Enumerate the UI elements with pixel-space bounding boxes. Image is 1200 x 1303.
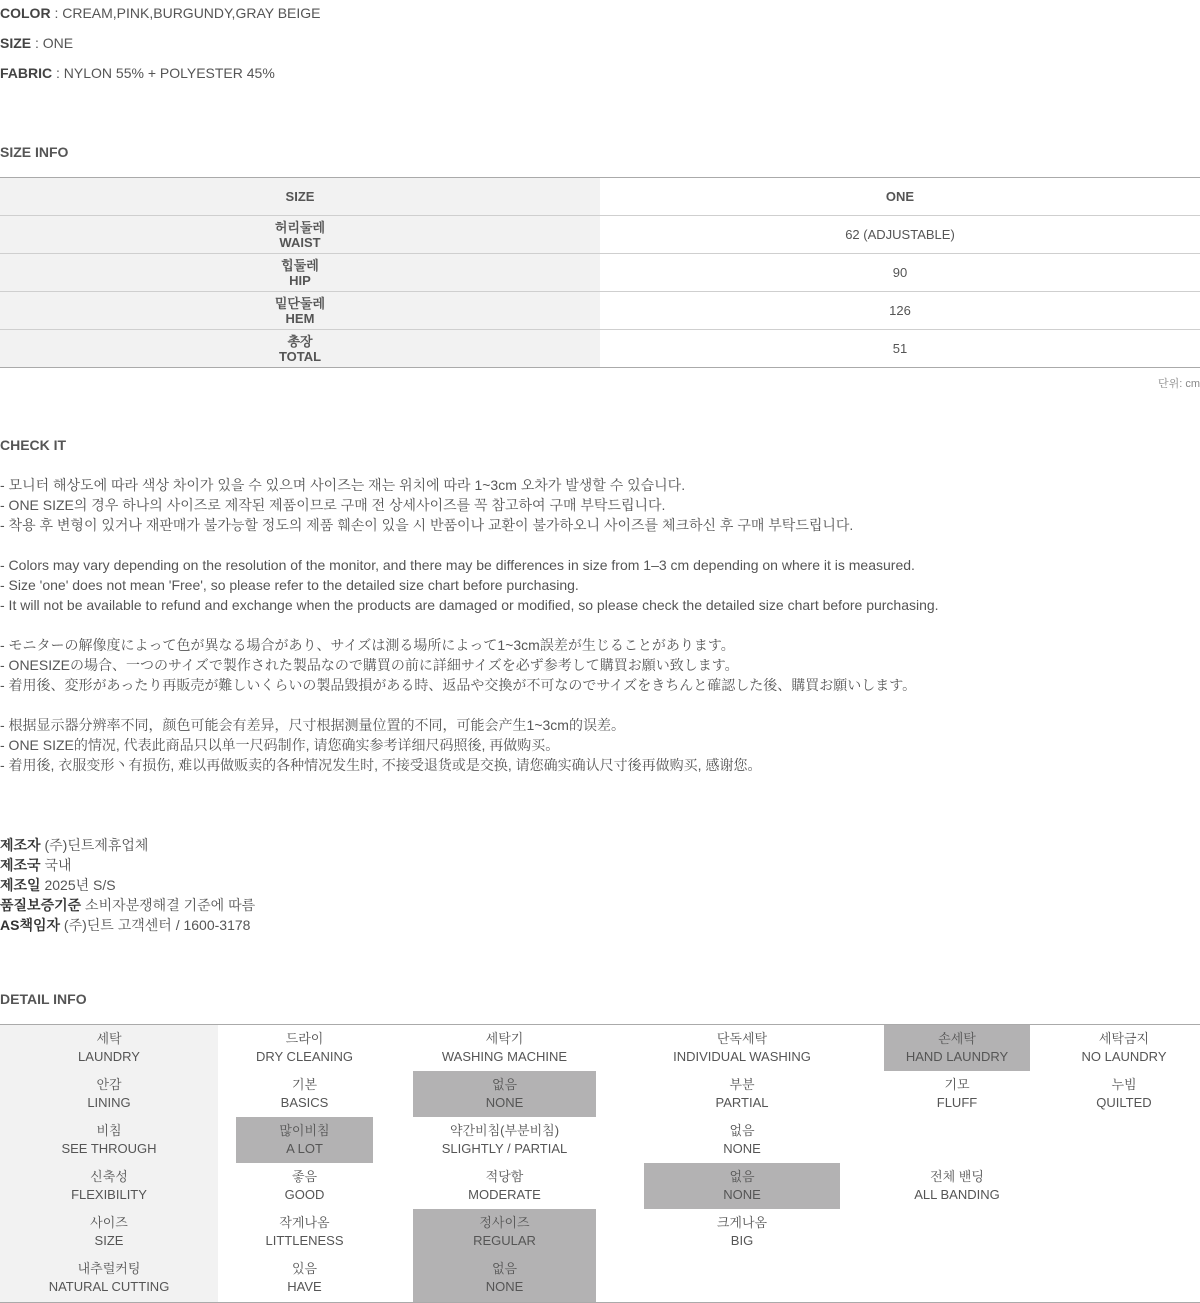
label-en: FLEXIBILITY [71, 1187, 147, 1202]
maker-row [0, 895, 255, 915]
detail-row-label [0, 1163, 218, 1209]
option-en: SLIGHTLY / PARTIAL [441, 1141, 568, 1156]
detail-option-selected [413, 1071, 596, 1117]
detail-option [1048, 1071, 1200, 1117]
size-row-ko: 허리둘레 [274, 219, 326, 235]
maker-value: 국내 [40, 857, 72, 873]
size-row-hip [0, 254, 1200, 292]
option-ko: 있음 [291, 1261, 318, 1276]
detail-option [413, 1163, 596, 1209]
option-en: NONE [723, 1141, 761, 1156]
note-line: - 着用後, 衣服变形丶有损伤, 难以再做贩卖的各种情况发生时, 不接受退货或是交换, 请您确实确认尺寸後再做购买, 感谢您。 [0, 757, 762, 773]
option-ko: 단독세탁 [716, 1031, 768, 1046]
label-ko: 세탁 [96, 1031, 122, 1046]
detail-option [236, 1163, 373, 1209]
option-en: ALL BANDING [914, 1187, 1000, 1202]
note-line: - 着用後、変形があったり再販売が難しいくらいの製品毀損がある時、返品や交換が不可なのでサイズをきちんと確認した後、購買お願いします。 [0, 677, 917, 693]
fabric-label: FABRIC [0, 65, 53, 81]
detail-info-table [0, 1024, 1200, 1303]
option-ko: 기모 [944, 1077, 970, 1092]
note-line: - ONE SIZE的情况, 代表此商品只以单一尺码制作, 请您确实参考详细尺码照後, 再做购买。 [0, 737, 560, 753]
detail-option [884, 1071, 1030, 1117]
size-row-en: HIP [289, 272, 311, 288]
note-line: - Size 'one' does not mean 'Free', so please refer to the detailed size chart before purchasing. [0, 577, 579, 593]
size-row-label [0, 254, 600, 292]
color-label: COLOR [0, 5, 51, 21]
size-row-label [0, 292, 600, 330]
size-row-ko: 힙둘레 [281, 257, 319, 273]
option-ko: 세탁금지 [1098, 1031, 1150, 1046]
size-row-en: HEM [285, 310, 315, 326]
option-en: A LOT [286, 1141, 323, 1156]
option-en: NO LAUNDRY [1081, 1049, 1167, 1064]
size-header-label: SIZE [0, 178, 600, 216]
option-ko: 없음 [491, 1077, 518, 1092]
maker-value: 소비자분쟁해결 기준에 따름 [81, 897, 256, 913]
option-ko: 기본 [291, 1077, 318, 1092]
option-en: INDIVIDUAL WASHING [673, 1049, 811, 1064]
maker-label: 제조국 [0, 857, 41, 873]
option-en: NONE [723, 1187, 761, 1202]
maker-row [0, 875, 255, 895]
size-table [0, 177, 1200, 368]
color-info [0, 5, 321, 21]
note-line: - 모니터 해상도에 따라 색상 차이가 있을 수 있으며 사이즈는 재는 위치에 따라 1~3cm 오차가 발생할 수 있습니다. [0, 477, 686, 493]
option-ko: 손세탁 [938, 1031, 976, 1046]
option-en: HAND LAUNDRY [905, 1049, 1009, 1064]
detail-option [236, 1209, 373, 1255]
size-row-en: WAIST [279, 234, 321, 250]
option-ko: 전체 밴딩 [930, 1169, 984, 1184]
size-header-value: ONE [600, 178, 1200, 216]
size-row-label [0, 216, 600, 254]
detail-option [413, 1117, 596, 1163]
detail-row-laundry [0, 1025, 1200, 1071]
maker-row [0, 855, 255, 875]
detail-option-selected [644, 1163, 840, 1209]
detail-option [236, 1071, 373, 1117]
size-label: SIZE [0, 35, 32, 51]
detail-row-see-through [0, 1117, 1200, 1163]
option-ko: 약간비침(부분비침) [449, 1123, 560, 1138]
detail-row-lining [0, 1071, 1200, 1117]
note-line: - ONE SIZE의 경우 하나의 사이즈로 제작된 제품이므로 구매 전 상세사이즈를 꼭 참고하여 구매 부탁드립니다. [0, 497, 666, 513]
size-row-ko: 총장 [287, 333, 313, 349]
option-ko: 정사이즈 [479, 1215, 530, 1230]
option-ko: 없음 [729, 1123, 755, 1138]
maker-value: (주)딘트제휴업체 [40, 837, 149, 853]
detail-option [884, 1163, 1030, 1209]
detail-option-selected [884, 1025, 1030, 1071]
detail-row-label [0, 1255, 218, 1302]
maker-label: 제조자 [0, 837, 41, 853]
maker-value: (주)딘트 고객센터 / 1600-3178 [60, 917, 251, 933]
size-row-en: TOTAL [278, 348, 322, 364]
option-ko: 누빔 [1111, 1077, 1137, 1092]
size-row-hem [0, 292, 1200, 330]
detail-row-label [0, 1025, 218, 1071]
label-ko: 비침 [96, 1123, 122, 1138]
option-en: GOOD [284, 1187, 325, 1202]
detail-row-size [0, 1209, 1200, 1255]
label-en: LAUNDRY [78, 1049, 140, 1064]
note-line: - ONESIZEの場合、一つのサイズで製作された製品なので購買の前に詳細サイズを必ず参考して購買お願い致します。 [0, 657, 739, 673]
option-en: QUILTED [1096, 1095, 1152, 1110]
option-en: WASHING MACHINE [441, 1049, 568, 1064]
label-ko: 신축성 [90, 1169, 128, 1184]
label-en: SEE THROUGH [61, 1141, 157, 1156]
detail-row-flexibility [0, 1163, 1200, 1209]
size-row-label [0, 330, 600, 368]
option-en: BASICS [280, 1095, 329, 1110]
option-ko: 없음 [729, 1169, 755, 1184]
label-ko: 안감 [96, 1077, 122, 1092]
detail-row-natural-cutting [0, 1255, 1200, 1302]
detail-option [1048, 1025, 1200, 1071]
option-ko: 없음 [491, 1261, 518, 1276]
detail-option-selected [413, 1255, 596, 1302]
detail-option [413, 1025, 596, 1071]
option-en: DRY CLEANING [255, 1049, 354, 1064]
detail-option [644, 1071, 840, 1117]
size-row-total [0, 330, 1200, 368]
note-line: - モニターの解像度によって色が異なる場合があり、サイズは測る場所によって1~3cm誤差が生じることがあります。 [0, 637, 735, 653]
detail-option [236, 1255, 373, 1302]
fabric-value: : NYLON 55% + POLYESTER 45% [52, 65, 275, 81]
maker-label: AS책임자 [0, 917, 61, 933]
label-ko: 사이즈 [90, 1215, 128, 1230]
maker-row [0, 835, 255, 855]
detail-row-label [0, 1071, 218, 1117]
manufacturer-info [0, 835, 255, 935]
size-row-ko: 밑단둘레 [274, 295, 326, 311]
option-en: PARTIAL [715, 1095, 769, 1110]
detail-option-selected [236, 1117, 373, 1163]
option-en: BIG [730, 1233, 754, 1248]
option-en: NONE [485, 1095, 524, 1110]
detail-option [644, 1025, 840, 1071]
note-line: - It will not be available to refund and exchange when the products are damaged or modified, so please check the detailed size chart before purchasing. [0, 597, 939, 613]
note-line: - Colors may vary depending on the resolution of the monitor, and there may be differences in size from 1–3 cm depending on where it is measured. [0, 557, 915, 573]
detail-info-title: DETAIL INFO [0, 991, 87, 1007]
size-info [0, 35, 73, 51]
maker-value: 2025년 S/S [40, 877, 116, 893]
maker-label: 품질보증기준 [0, 897, 82, 913]
size-row-value: 51 [600, 330, 1200, 368]
color-value: : CREAM,PINK,BURGUNDY,GRAY BEIGE [50, 5, 321, 21]
detail-option [644, 1117, 840, 1163]
detail-option-selected [413, 1209, 596, 1255]
option-ko: 크게나옴 [716, 1215, 768, 1230]
option-en: FLUFF [936, 1095, 978, 1110]
option-ko: 작게나옴 [279, 1215, 330, 1230]
option-ko: 많이비침 [279, 1123, 330, 1138]
size-row-value: 90 [600, 254, 1200, 292]
detail-row-label [0, 1209, 218, 1255]
label-en: LINING [87, 1095, 131, 1110]
option-en: NONE [485, 1279, 524, 1294]
option-ko: 부분 [729, 1077, 755, 1092]
size-table-header [0, 178, 1200, 216]
size-row-value: 126 [600, 292, 1200, 330]
option-en: REGULAR [473, 1233, 536, 1248]
label-en: NATURAL CUTTING [48, 1279, 170, 1294]
check-it-notes [0, 475, 1200, 775]
check-it-title: CHECK IT [0, 437, 67, 453]
size-info-title: SIZE INFO [0, 144, 69, 160]
option-ko: 드라이 [285, 1031, 324, 1046]
fabric-info [0, 65, 275, 81]
option-en: LITTLENESS [265, 1233, 344, 1248]
detail-row-label [0, 1117, 218, 1163]
option-ko: 좋음 [291, 1169, 318, 1184]
option-ko: 세탁기 [485, 1031, 524, 1046]
size-row-value: 62 (ADJUSTABLE) [600, 216, 1200, 254]
option-en: MODERATE [468, 1187, 541, 1202]
detail-option [236, 1025, 373, 1071]
option-ko: 적당함 [485, 1169, 524, 1184]
maker-label: 제조일 [0, 877, 41, 893]
note-line: - 착용 후 변형이 있거나 재판매가 불가능할 정도의 제품 훼손이 있을 시 반품이나 교환이 불가하오니 사이즈를 체크하신 후 구매 부탁드립니다. [0, 517, 854, 533]
size-row-waist [0, 216, 1200, 254]
maker-row [0, 915, 255, 935]
unit-note: 단위: cm [1157, 378, 1200, 390]
note-line: - 根据显示器分辨率不同，颜色可能会有差异，尺寸根据测量位置的不同，可能会产生1~3cm的误差。 [0, 717, 625, 733]
label-en: SIZE [94, 1233, 124, 1248]
size-value: : ONE [31, 35, 74, 51]
detail-option [644, 1209, 840, 1255]
label-ko: 내추럴커팅 [77, 1261, 141, 1276]
option-en: HAVE [287, 1279, 322, 1294]
